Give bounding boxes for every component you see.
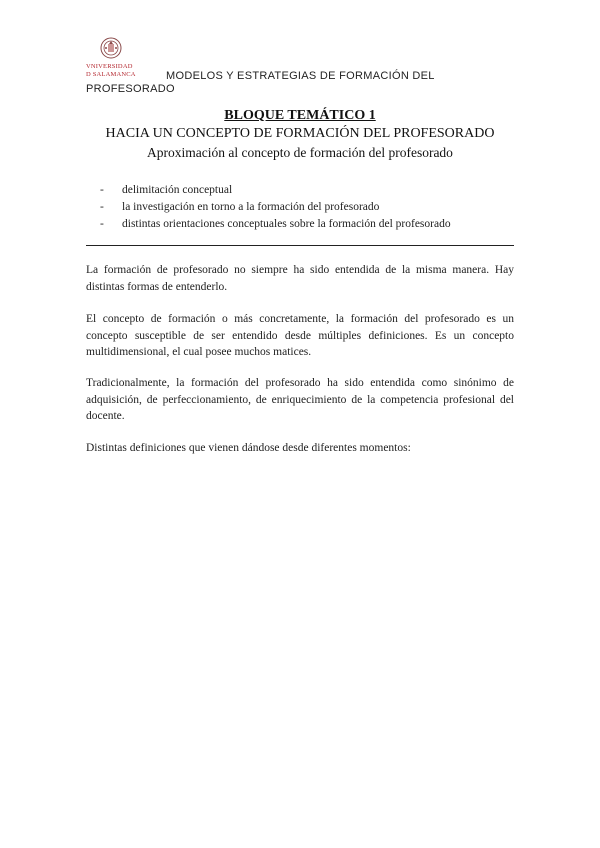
paragraph: Tradicionalmente, la formación del profesorado ha sido entendida como sinónimo de adquisición, de perfeccionamiento, de enriquecimiento de la competencia profesional del docente.	[86, 377, 514, 422]
logo-text-line2: D SALAMANCA	[86, 71, 136, 78]
topics-list	[100, 182, 451, 233]
paragraph: El concepto de formación o más concretamente, la formación del profesorado es un concepto susceptible de ser entendido desde múltiples definiciones. Es un concepto multidimensional, el cual posee muchos matices.	[86, 313, 514, 358]
block-subtitle: HACIA UN CONCEPTO DE FORMACIÓN DEL PROFESORADO	[105, 126, 495, 141]
list-dash: -	[100, 218, 104, 230]
topic-text: delimitación conceptual	[122, 184, 233, 196]
logo-text-line1: VNIVERSIDAD	[86, 63, 133, 70]
university-logo	[86, 36, 138, 82]
list-item	[100, 216, 451, 233]
section-divider	[86, 245, 514, 246]
topic-text: distintas orientaciones conceptuales sobre la formación del profesorado	[122, 218, 451, 230]
list-dash: -	[100, 184, 104, 196]
course-header-line2: PROFESORADO	[86, 83, 175, 95]
list-dash: -	[100, 201, 104, 213]
paragraph: Distintas definiciones que vienen dándose desde diferentes momentos:	[86, 442, 411, 454]
list-item	[100, 199, 451, 216]
block-title: BLOQUE TEMÁTICO 1	[224, 108, 376, 123]
topic-text: la investigación en torno a la formación del profesorado	[122, 201, 380, 213]
paragraph: La formación de profesorado no siempre ha sido entendida de la misma manera. Hay distintas formas de entenderlo.	[86, 264, 514, 293]
university-seal-icon	[100, 36, 122, 60]
list-item	[100, 182, 451, 199]
course-header-line1: MODELOS Y ESTRATEGIAS DE FORMACIÓN DEL	[166, 70, 435, 82]
block-section-title: Aproximación al concepto de formación del profesorado	[147, 145, 453, 160]
